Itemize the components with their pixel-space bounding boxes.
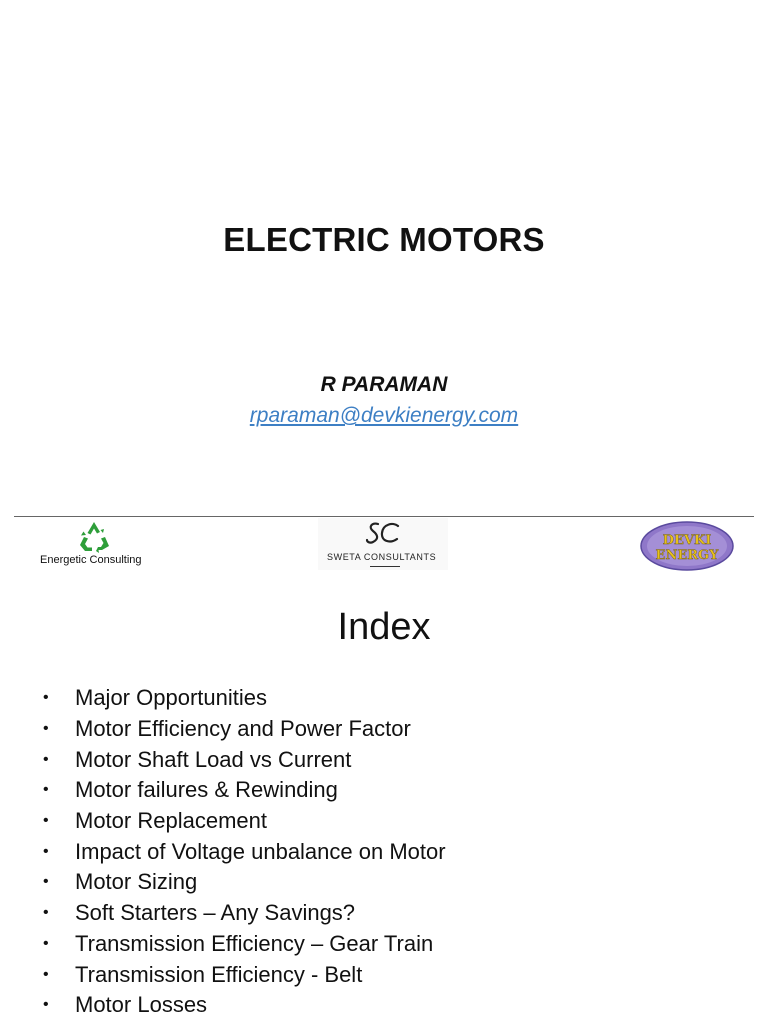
sweta-consultants-logo [318, 518, 448, 570]
index-item-label: Impact of Voltage unbalance on Motor [75, 838, 446, 864]
bullet-icon: • [43, 720, 49, 738]
bullet-icon: • [43, 689, 49, 707]
sweta-monogram-icon [364, 518, 404, 552]
index-title: Index [337, 606, 431, 648]
index-item-label: Motor failures & Rewinding [75, 777, 338, 803]
index-item [43, 683, 446, 714]
bullet-icon: • [43, 812, 49, 830]
index-item [43, 929, 446, 960]
sweta-underline [370, 566, 400, 567]
bullet-icon: • [43, 904, 49, 922]
devki-energy-emblem [640, 521, 734, 571]
index-item-label: Motor Efficiency and Power Factor [75, 716, 411, 742]
index-item [43, 867, 446, 898]
index-item [43, 836, 446, 867]
index-item [43, 775, 446, 806]
bullet-icon: • [43, 934, 49, 952]
index-item-label: Motor Replacement [75, 808, 267, 834]
bullet-icon: • [43, 996, 49, 1014]
slide-divider [14, 516, 754, 517]
index-item-label: Motor Losses [75, 992, 208, 1018]
bullet-icon: • [43, 750, 49, 768]
sweta-consultants-label: SWETA CONSULTANTS [327, 552, 437, 562]
email-link[interactable]: rparaman@devkienergy.com [249, 404, 519, 427]
index-item-label: Soft Starters – Any Savings? [75, 900, 356, 926]
slide-title: ELECTRIC MOTORS [223, 221, 545, 258]
recycle-icon [78, 520, 110, 554]
bullet-icon: • [43, 965, 49, 983]
index-item [43, 806, 446, 837]
index-item [43, 990, 446, 1021]
index-item-label: Motor Shaft Load vs Current [75, 746, 352, 772]
devki-line1: DEVKI [662, 533, 712, 548]
index-item-label: Motor Sizing [75, 869, 198, 895]
bullet-icon: • [43, 781, 49, 799]
index-item-label: Transmission Efficiency – Gear Train [75, 930, 434, 956]
index-item [43, 744, 446, 775]
bullet-icon: • [43, 873, 49, 891]
devki-line2: ENERGY [655, 548, 719, 563]
index-item [43, 898, 446, 929]
index-item-label: Transmission Efficiency - Belt [75, 961, 363, 987]
index-list [43, 683, 446, 1021]
bullet-icon: • [43, 842, 49, 860]
energetic-consulting-label: Energetic Consulting [40, 554, 142, 566]
author-email [0, 404, 768, 428]
index-item [43, 959, 446, 990]
index-item [43, 714, 446, 745]
energetic-consulting-logo [38, 518, 150, 570]
author-name: R PARAMAN [320, 373, 448, 396]
index-item-label: Major Opportunities [75, 685, 267, 711]
devki-energy-logo [640, 521, 734, 571]
